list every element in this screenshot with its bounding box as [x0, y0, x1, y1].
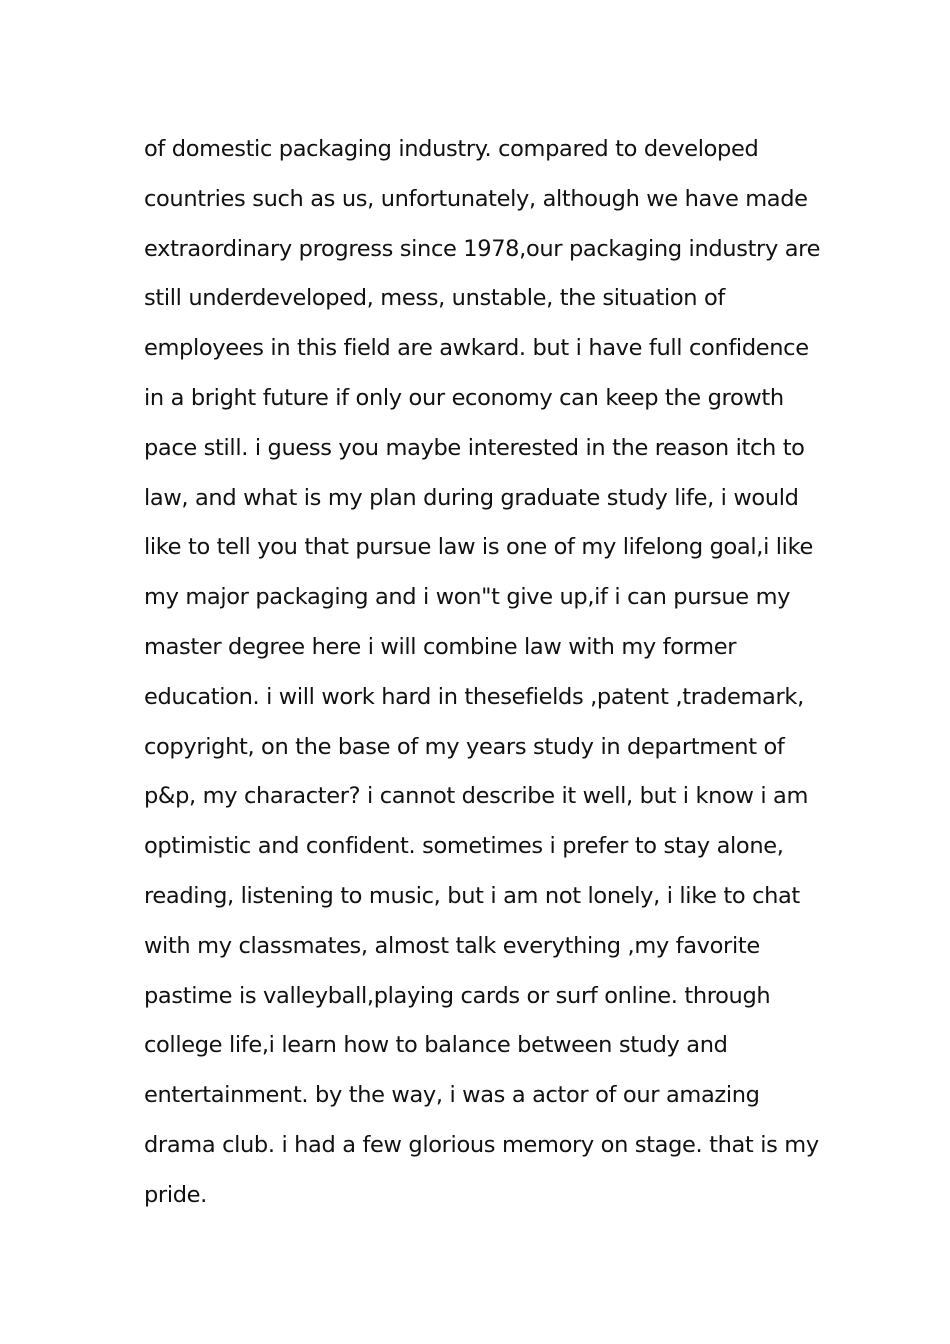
text-line: like to tell you that pursue law is one of my lifelong goal,i like [144, 534, 813, 561]
text-line: reading, listening to music, but i am not lonely, i like to chat [144, 882, 800, 909]
text-line: extraordinary progress since 1978,our packaging industry are [144, 235, 821, 262]
text-line: copyright, on the base of my years study in department of [144, 733, 785, 760]
text-line: law, and what is my plan during graduate study life, i would [144, 484, 799, 511]
text-line: education. i will work hard in thesefields ,patent ,trademark, [144, 683, 804, 710]
text-line: college life,i learn how to balance between study and [144, 1032, 728, 1059]
text-line: in a bright future if only our economy can keep the growth [144, 384, 784, 411]
text-line: optimistic and confident. sometimes i prefer to stay alone, [144, 833, 784, 860]
text-line: with my classmates, almost talk everything ,my favorite [144, 932, 760, 959]
text-line: pastime is valleyball,playing cards or surf online. through [144, 982, 771, 1009]
body-paragraph [144, 125, 824, 1221]
text-line: entertainment. by the way, i was a actor of our amazing [144, 1082, 760, 1109]
text-line: pride. [144, 1181, 207, 1208]
text-line: of domestic packaging industry. compared to developed [144, 136, 759, 162]
text-line: drama club. i had a few glorious memory on stage. that is my [144, 1131, 819, 1158]
text-line: still underdeveloped, mess, unstable, the situation of [144, 285, 725, 312]
text-line: my major packaging and i won"t give up,if i can pursue my [144, 584, 791, 611]
text-line: pace still. i guess you maybe interested in the reason itch to [144, 434, 805, 461]
text-line: employees in this field are awkard. but i have full confidence [144, 335, 809, 362]
text-line: master degree here i will combine law with my former [144, 633, 737, 660]
text-line: countries such as us, unfortunately, although we have made [144, 185, 808, 212]
text-line: p&p, my character? i cannot describe it well, but i know i am [144, 783, 809, 810]
